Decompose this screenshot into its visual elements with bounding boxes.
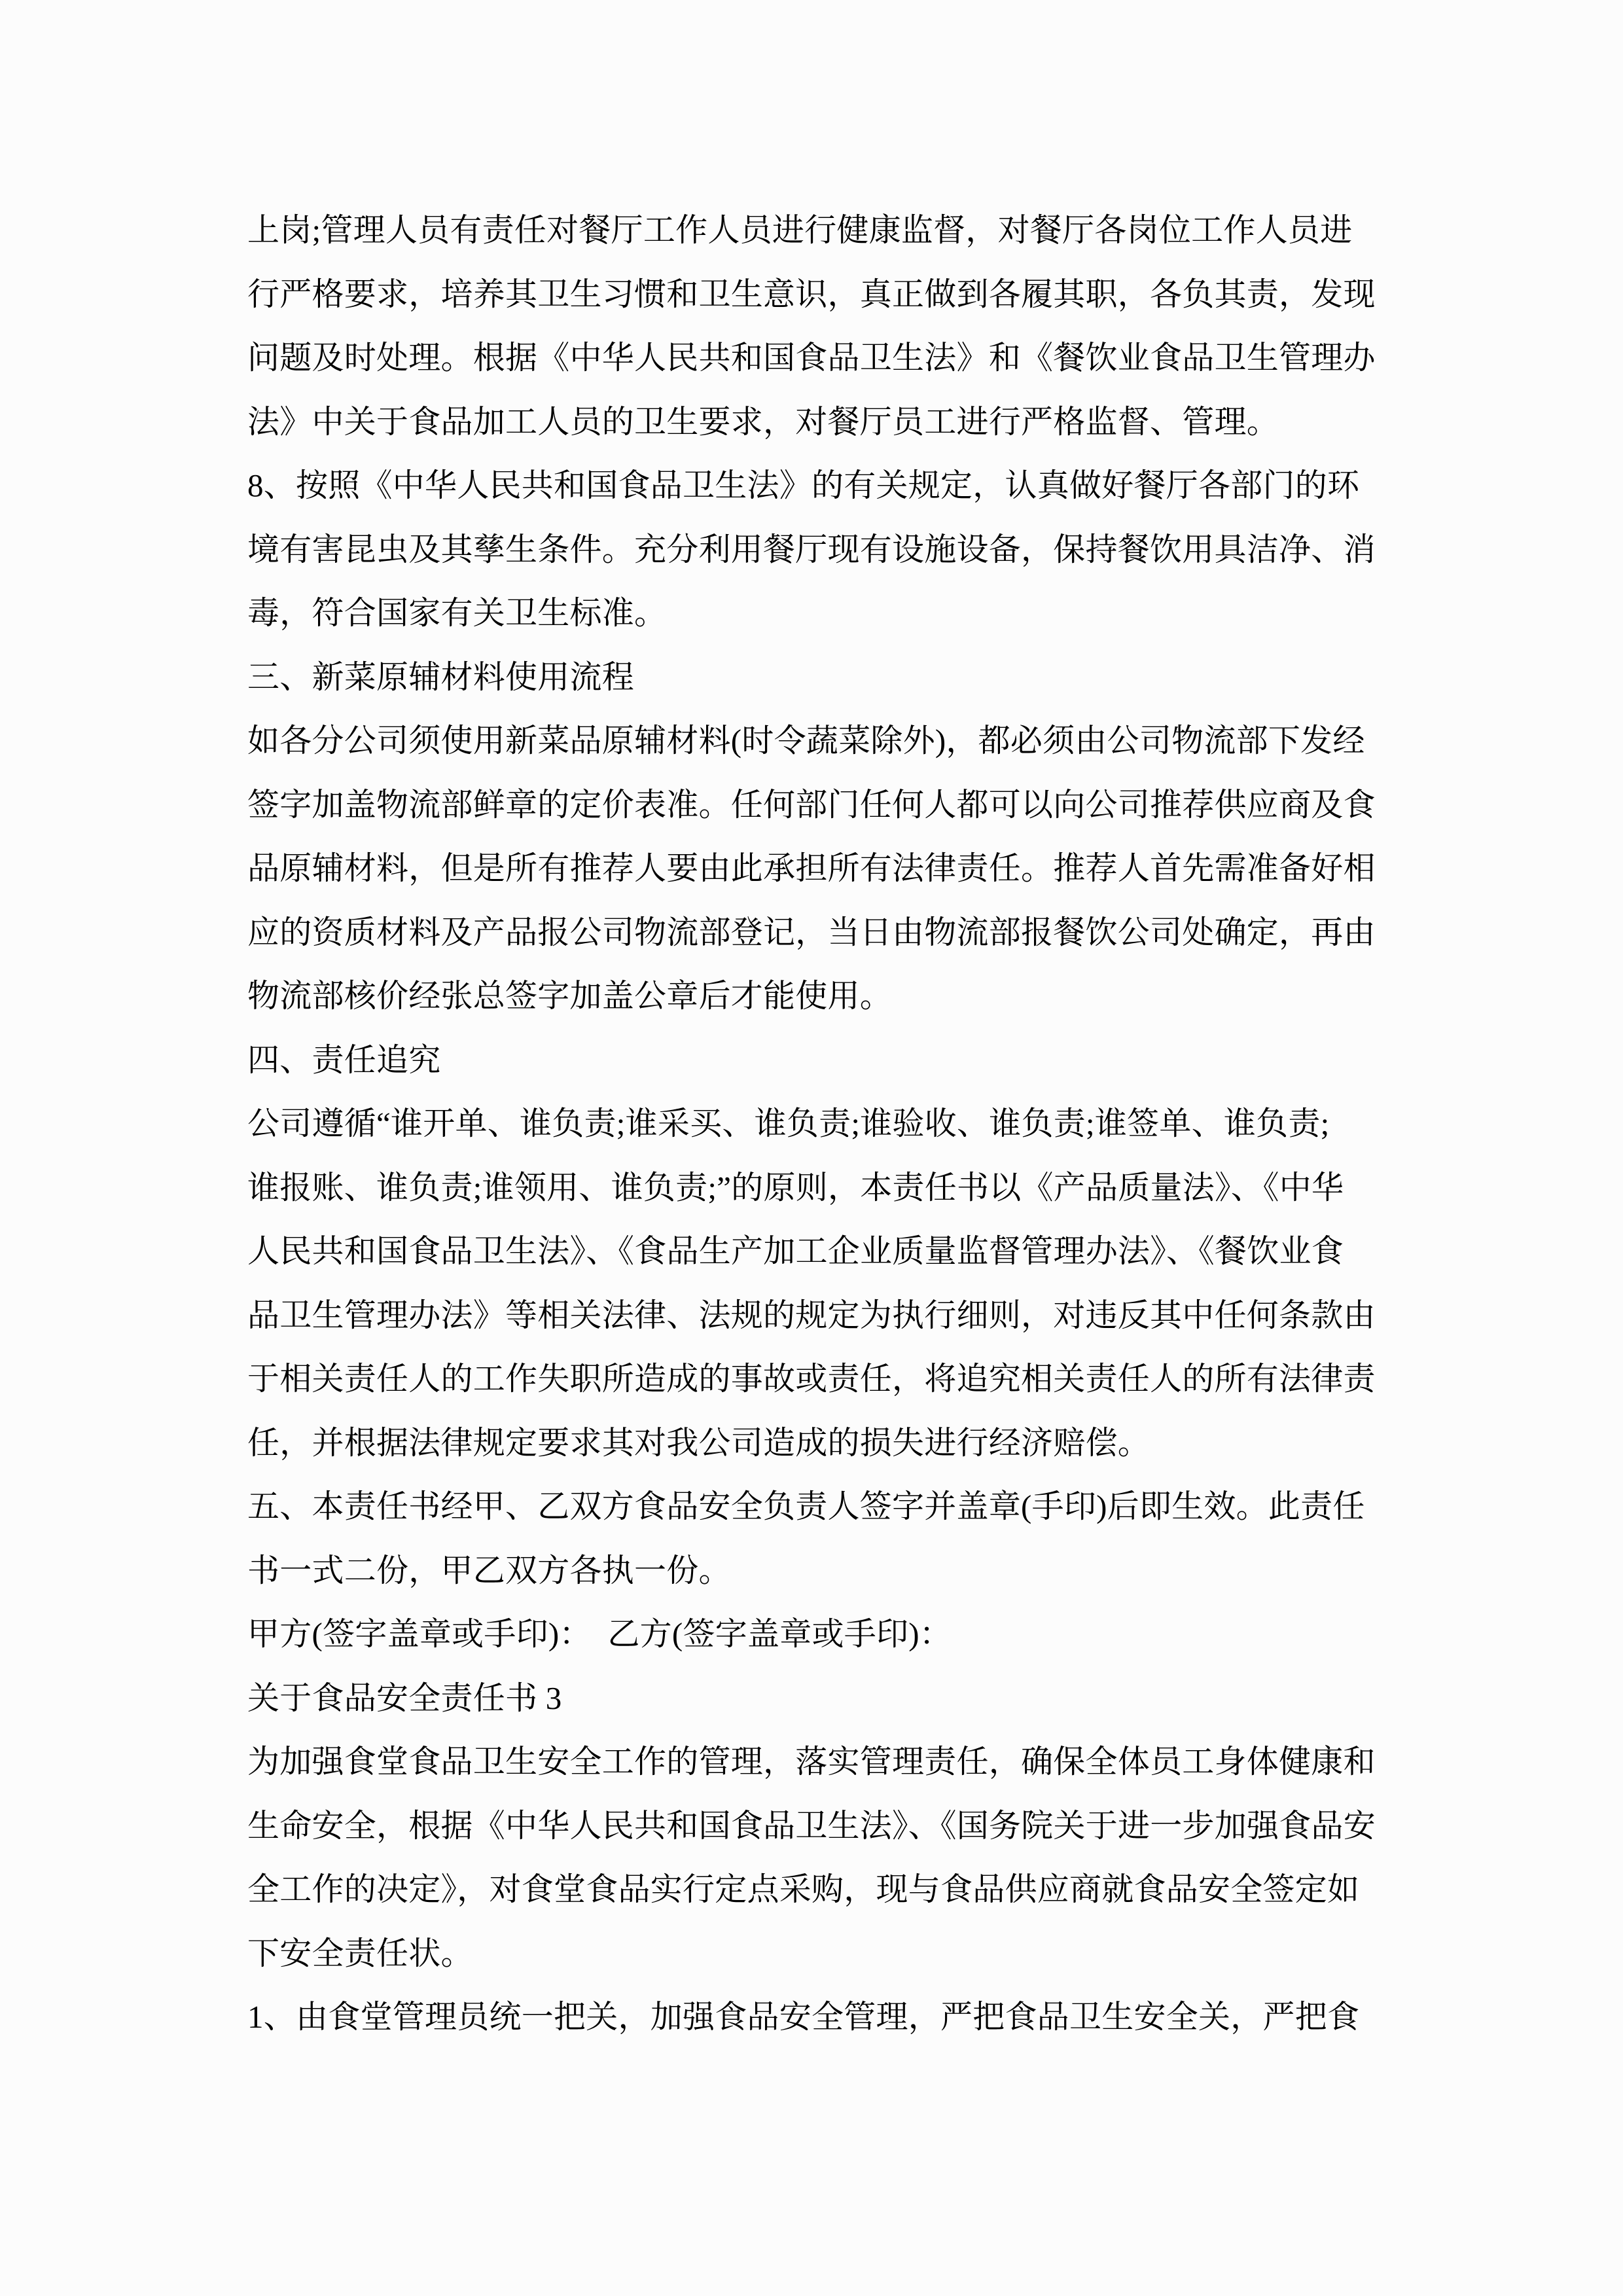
text-line: 谁报账、谁负责;谁领用、谁负责;”的原则，本责任书以《产品质量法》、《中华 <box>247 1169 1344 1206</box>
document-body <box>247 198 1380 2049</box>
text-line: 境有害昆虫及其孳生条件。充分利用餐厅现有设施设备，保持餐饮用具洁净、消 <box>247 531 1376 567</box>
text-line: 下安全责任状。 <box>247 1935 473 1971</box>
text-line: 8、按照《中华人民共和国食品卫生法》的有关规定，认真做好餐厅各部门的环 <box>247 467 1360 503</box>
text-line: 关于食品安全责任书 3 <box>247 1679 562 1716</box>
text-line: 为加强食堂食品卫生安全工作的管理，落实管理责任，确保全体员工身体健康和 <box>247 1744 1376 1780</box>
text-line: 问题及时处理。根据《中华人民共和国食品卫生法》和《餐饮业食品卫生管理办 <box>247 340 1376 376</box>
text-line: 品卫生管理办法》等相关法律、法规的规定为执行细则，对违反其中任何条款由 <box>247 1297 1376 1333</box>
text-line: 品原辅材料，但是所有推荐人要由此承担所有法律责任。推荐人首先需准备好相 <box>247 850 1376 886</box>
text-line: 任，并根据法律规定要求其对我公司造成的损失进行经济赔偿。 <box>247 1424 1150 1461</box>
text-line: 公司遵循“谁开单、谁负责;谁采买、谁负责;谁验收、谁负责;谁签单、谁负责; <box>247 1105 1330 1141</box>
text-line: 毒，符合国家有关卫生标准。 <box>247 595 667 631</box>
text-line: 甲方(签字盖章或手印)： 乙方(签字盖章或手印)： <box>247 1616 952 1652</box>
text-line: 四、责任追究 <box>247 1041 441 1078</box>
text-line: 法》中关于食品加工人员的卫生要求，对餐厅员工进行严格监督、管理。 <box>247 403 1279 440</box>
text-line: 物流部核价经张总签字加盖公章后才能使用。 <box>247 978 893 1014</box>
text-line: 应的资质材料及产品报公司物流部登记，当日由物流部报餐饮公司处确定，再由 <box>247 914 1376 950</box>
text-line: 生命安全，根据《中华人民共和国食品卫生法》、《国务院关于进一步加强食品安 <box>247 1807 1376 1844</box>
text-line: 人民共和国食品卫生法》、《食品生产加工企业质量监督管理办法》、《餐饮业食 <box>247 1233 1344 1269</box>
text-line: 五、本责任书经甲、乙双方食品安全负责人签字并盖章(手印)后即生效。此责任 <box>247 1488 1365 1524</box>
text-line: 于相关责任人的工作失职所造成的事故或责任，将追究相关责任人的所有法律责 <box>247 1361 1376 1397</box>
text-line: 书一式二份，甲乙双方各执一份。 <box>247 1552 731 1588</box>
text-line: 签字加盖物流部鲜章的定价表准。任何部门任何人都可以向公司推荐供应商及食 <box>247 786 1376 823</box>
text-line: 如各分公司须使用新菜品原辅材料(时令蔬菜除外)，都必须由公司物流部下发经 <box>247 723 1365 759</box>
text-line: 三、新菜原辅材料使用流程 <box>247 658 635 695</box>
text-line: 行严格要求，培养其卫生习惯和卫生意识，真正做到各履其职，各负其责，发现 <box>247 276 1376 312</box>
text-line: 全工作的决定》，对食堂食品实行定点采购，现与食品供应商就食品安全签定如 <box>247 1871 1360 1907</box>
text-line: 上岗;管理人员有责任对餐厅工作人员进行健康监督，对餐厅各岗位工作人员进 <box>247 212 1353 248</box>
text-line: 1、由食堂管理员统一把关，加强食品安全管理，严把食品卫生安全关，严把食 <box>247 1999 1360 2035</box>
